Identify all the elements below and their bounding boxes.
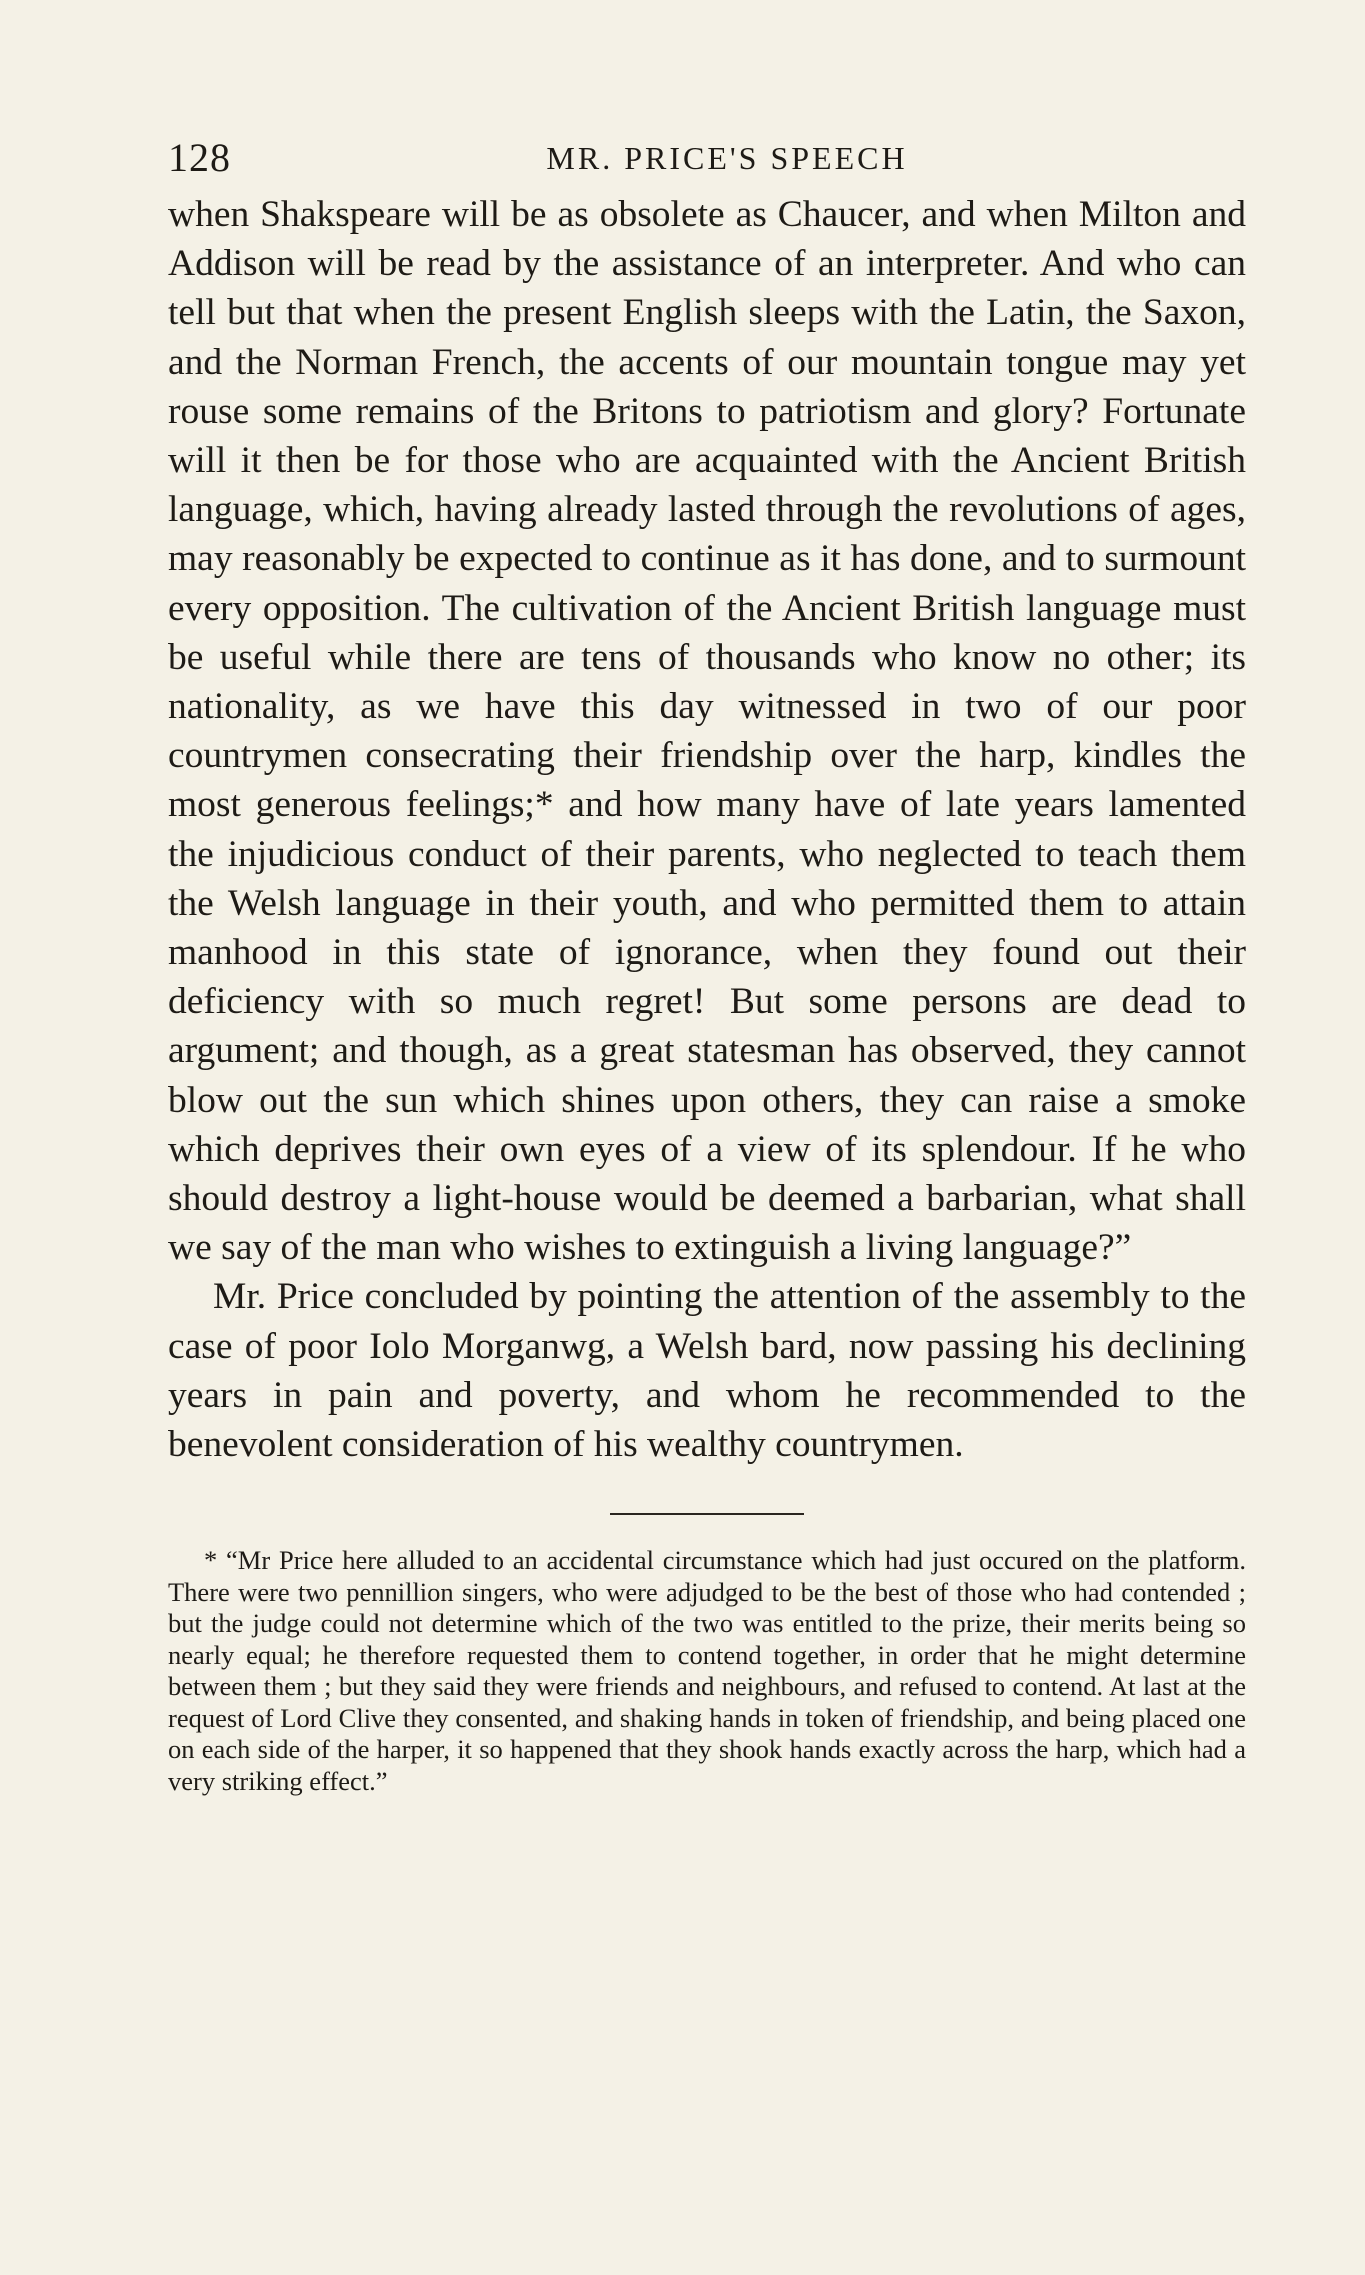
footnote-separator	[610, 1513, 804, 1515]
body-paragraph: Mr. Price concluded by pointing the attention of the assembly to the case of poor Iolo Morganwg, a Welsh bard, now passing his declining years in pain and poverty, and whom he recommended to the benevolent consideration of his wealthy countrymen.	[168, 1276, 1246, 1466]
body-paragraph: when Shakspeare will be as obsolete as Chaucer, and when Milton and Addison will be read by the assistance of an interpreter. And who can tell but that when the present English sleeps with the Latin, the Saxon, and the Norman French, the accents of our mountain tongue may yet rouse some remains of the Britons to patriotism and glory? Fortunate will it then be for those who are acquainted with the Ancient British language, which, having already lasted through the revolutions of ages, may reasonably be expected to continue as it has done, and to surmount every opposition. The cultivation of the Ancient British language must be useful while there are tens of thousands who know no other; its nationality, as we have this day witnessed in two of our poor countrymen consecrating their friendship over the harp, kindles the most generous feelings;* and how many have of late years lamented the injudicious conduct of their parents, who neglected to teach them the Welsh language in their youth, and who permitted them to attain manhood in this state of ignorance, when they found out their deficiency with so much regret! But some persons are dead to argument; and though, as a great statesman has observed, they cannot blow out the sun which shines upon others, they can raise a smoke which deprives their own eyes of a view of its splendour. If he who should destroy a light-house would be deemed a barbarian, what shall we say of the man who wishes to extinguish a living language?”	[168, 194, 1246, 1269]
main-text	[168, 190, 1246, 1469]
footnote: * “Mr Price here alluded to an accidental circumstance which had just occured on the platform. There were two pennillion singers, who were adjudged to be the best of those who had contended ; but the judge could not determine which of the two was entitled to the prize, their merits being so nearly equal; he therefore requested them to contend together, in order that he might determine between them ; but they said they were friends and neighbours, and refused to contend. At last at the request of Lord Clive they consented, and shaking hands in token of friendship, and being placed one on each side of the harper, it so happened that they shook hands exactly across the harp, which had a very striking effect.”	[168, 1545, 1246, 1796]
page-number: 128	[168, 135, 231, 180]
running-title: MR. PRICE'S SPEECH	[546, 140, 908, 176]
running-head	[168, 120, 1246, 190]
book-page	[168, 120, 1246, 1824]
